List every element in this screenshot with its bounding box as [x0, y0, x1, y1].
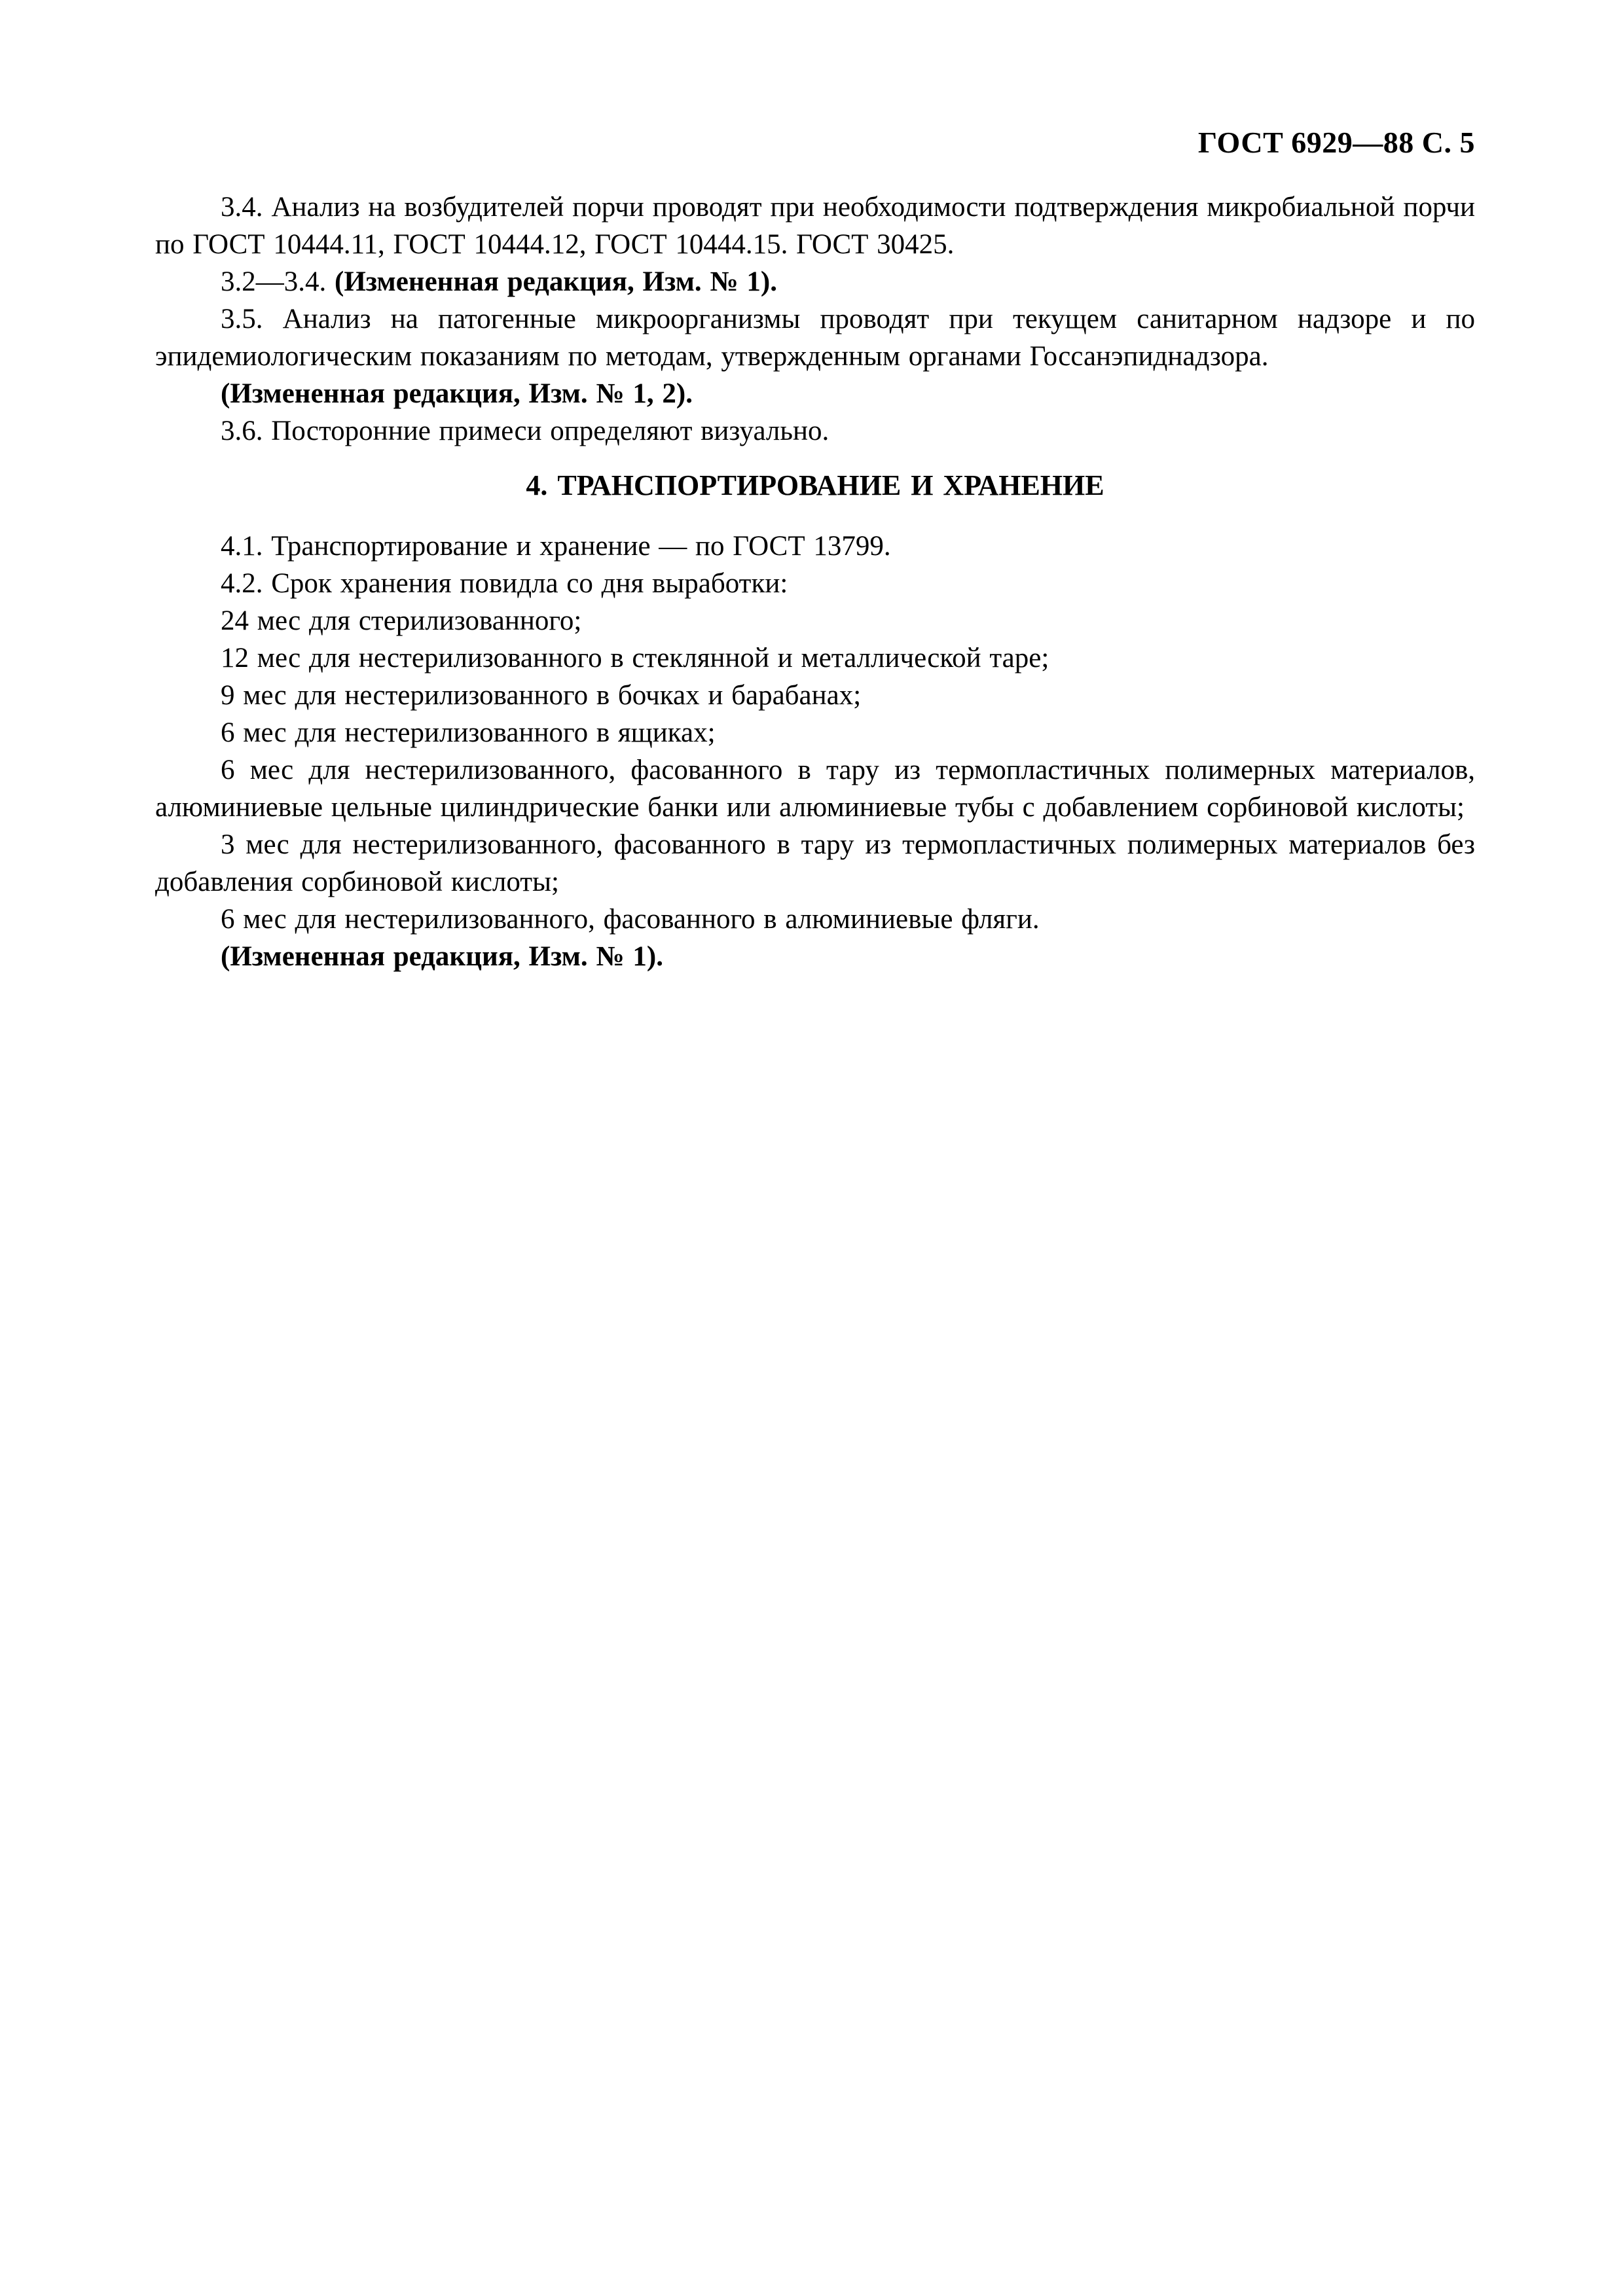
text-run: 6 мес для нестерилизованного, фасованного в тару из термопластичных полимерных материалов, алюминиевые цельные цилиндрические банки или алюминиевые тубы с добавлением сорбиновой кислоты;: [155, 755, 1475, 823]
document-content: [155, 188, 1475, 975]
text-run: 6 мес для нестерилизованного, фасованного в алюминиевые фляги.: [221, 904, 1040, 935]
paragraph: [155, 565, 1475, 602]
paragraph: [155, 714, 1475, 751]
paragraph: [155, 938, 1475, 975]
text-run: 3 мес для нестерилизованного, фасованного в тару из термопластичных полимерных материалов без добавления сорбиновой кислоты;: [155, 829, 1475, 897]
text-run: 4.2. Срок хранения повидла со дня выработки:: [221, 568, 788, 599]
emphasized-text-run: (Измененная редакция, Изм. № 1).: [221, 941, 663, 972]
emphasized-text-run: 4. ТРАНСПОРТИРОВАНИЕ И ХРАНЕНИЕ: [526, 469, 1104, 501]
paragraph: [155, 901, 1475, 938]
text-run: 3.4. Анализ на возбудителей порчи проводят при необходимости подтверждения микробиальной порчи по ГОСТ 10444.11, ГОСТ 10444.12, ГОСТ 10444.15. ГОСТ 30425.: [155, 192, 1475, 260]
text-run: 3.2—3.4.: [221, 266, 335, 297]
text-run: 12 мес для нестерилизованного в стеклянной и металлической таре;: [221, 643, 1049, 673]
text-run: 24 мес для стерилизованного;: [221, 605, 582, 636]
paragraph: [155, 300, 1475, 375]
emphasized-text-run: (Измененная редакция, Изм. № 1, 2).: [221, 378, 693, 409]
paragraph: [155, 263, 1475, 300]
page-header: ГОСТ 6929—88 С. 5: [1197, 126, 1475, 159]
paragraph: [155, 602, 1475, 639]
paragraph: [155, 677, 1475, 714]
paragraph: [155, 751, 1475, 826]
section-heading: [155, 467, 1475, 504]
paragraph: [155, 528, 1475, 565]
paragraph: [155, 639, 1475, 677]
paragraph: [155, 412, 1475, 450]
paragraph: [155, 375, 1475, 412]
text-run: 3.5. Анализ на патогенные микроорганизмы проводят при текущем санитарном надзоре и по эпидемиологическим показаниям по методам, утвержденным органами Госсанэпиднадзора.: [155, 304, 1475, 372]
emphasized-text-run: (Измененная редакция, Изм. № 1).: [335, 266, 777, 297]
paragraph: [155, 188, 1475, 263]
text-run: 9 мес для нестерилизованного в бочках и барабанах;: [221, 680, 862, 711]
text-run: 3.6. Посторонние примеси определяют визуально.: [221, 416, 830, 446]
text-run: 4.1. Транспортирование и хранение — по ГОСТ 13799.: [221, 531, 891, 562]
paragraph: [155, 826, 1475, 901]
text-run: 6 мес для нестерилизованного в ящиках;: [221, 717, 716, 748]
